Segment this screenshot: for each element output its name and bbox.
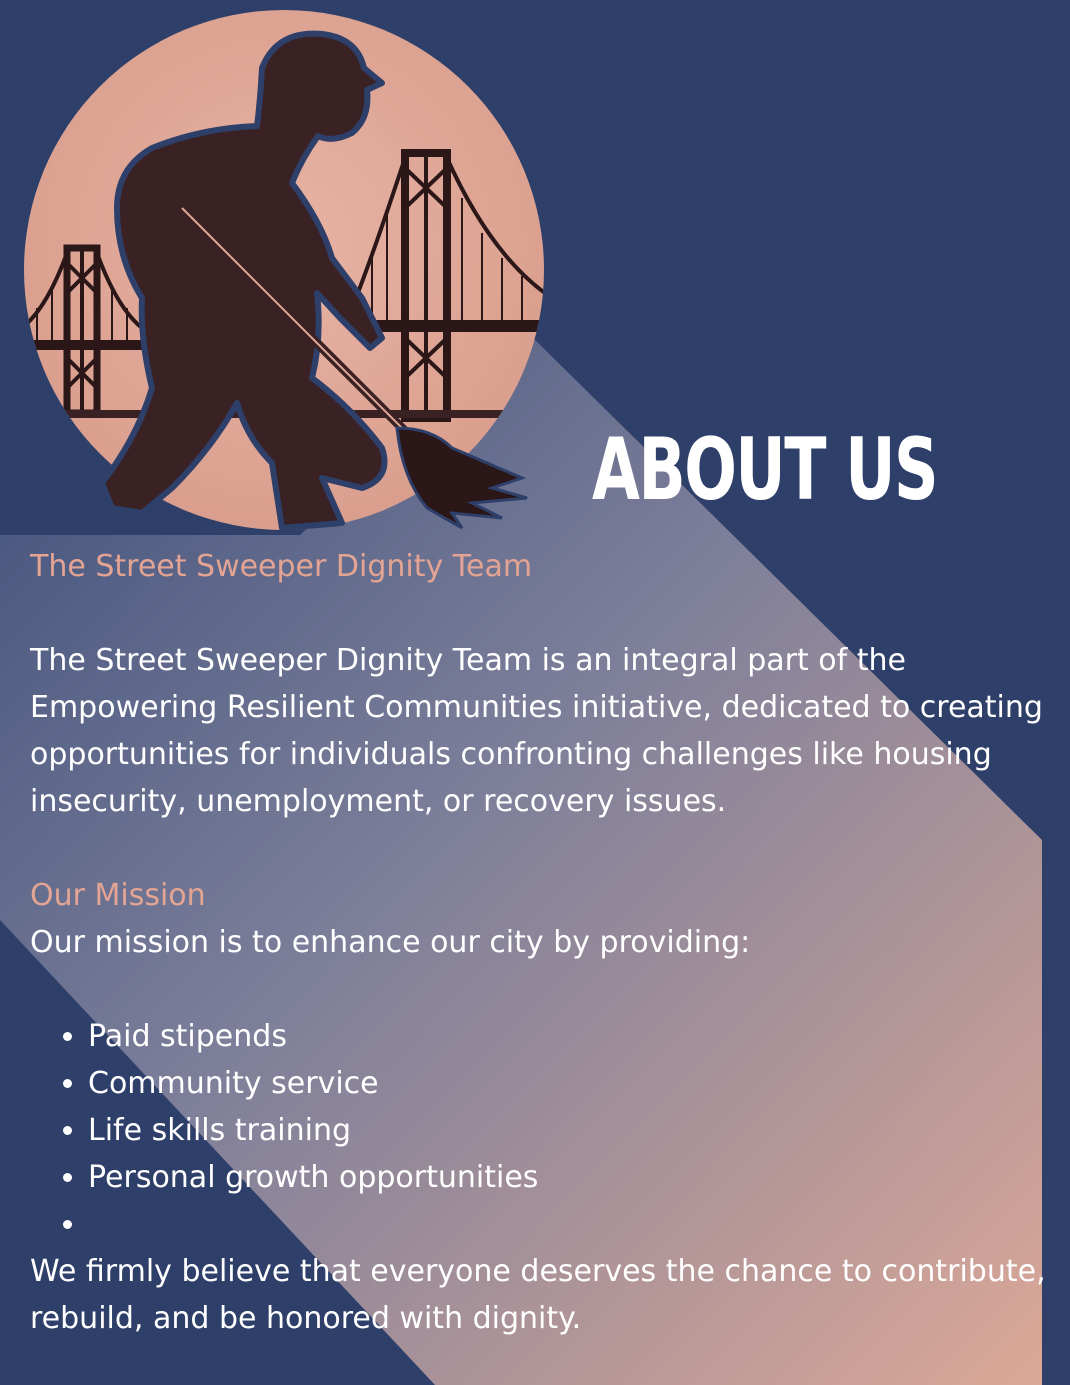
- spacer: [30, 590, 1065, 637]
- list-item: [88, 1201, 1065, 1248]
- spacer: [30, 825, 1065, 872]
- team-logo: [22, 8, 552, 538]
- team-subtitle: The Street Sweeper Dignity Team: [30, 549, 533, 584]
- mission-list: [30, 1013, 1065, 1248]
- street-sweeper-golden-gate-logo-icon: [22, 8, 552, 538]
- list-item: • Paid stipends: [88, 1013, 1065, 1060]
- mission-lead: Our mission is to enhance our city by providing:: [30, 925, 751, 960]
- page-title: ABOUT US: [592, 420, 938, 520]
- list-item: • Life skills training: [88, 1107, 1065, 1154]
- spacer: [30, 966, 1065, 1013]
- mission-title: Our Mission: [30, 878, 206, 913]
- about-content: [30, 543, 1065, 1342]
- list-item: • Personal growth opportunities: [88, 1154, 1065, 1201]
- intro-paragraph: The Street Sweeper Dignity Team is an integral part of the Empowering Resilient Communities initiative, dedicated to creating opportunities for individuals confronting challenges like housing insecurity, unemployment, or recovery issues.: [30, 643, 1043, 819]
- list-item: • Community service: [88, 1060, 1065, 1107]
- closing-paragraph: We firmly believe that everyone deserves the chance to contribute, rebuild, and be honored with dignity.: [30, 1254, 1046, 1336]
